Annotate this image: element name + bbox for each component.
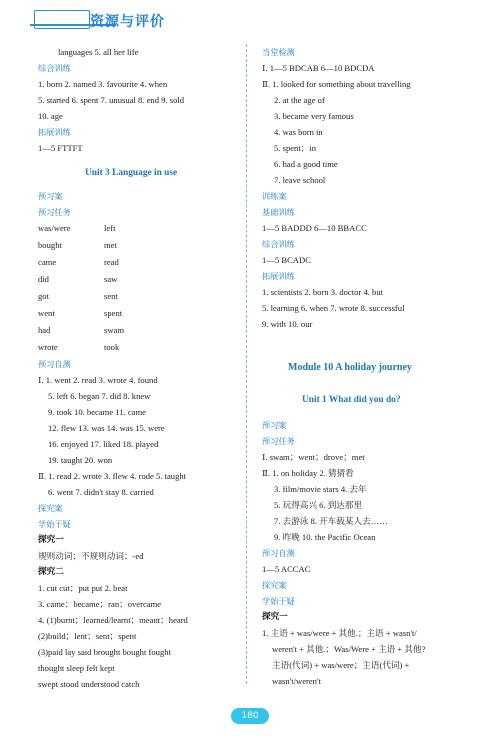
verb-past: left: [104, 223, 116, 233]
answer-line: 5. started 6. spent 7. unusual 8. end 9. sold: [38, 95, 185, 105]
section-heading: 学始于疑: [262, 596, 295, 606]
answer-line: swept stood understood catch: [38, 679, 140, 689]
column-divider: [246, 44, 247, 684]
answer-line: 1. 主语 + was/were + 其他.；主语 + wasn't/: [262, 628, 417, 638]
verb-past: came: [38, 257, 57, 267]
section-heading: 训练案: [262, 191, 287, 201]
section-heading: 预习自测: [38, 359, 71, 369]
answer-line: (3)paid lay said brought bought fought: [38, 647, 171, 657]
answer-line: 6. went 7. didn't stay 8. carried: [48, 487, 154, 497]
answer-line: wasn't/weren't: [272, 676, 321, 686]
section-heading: 拓展训练: [38, 127, 71, 137]
verb-past: took: [104, 342, 120, 352]
verb-past: read: [104, 257, 119, 267]
verb-past: had: [38, 325, 51, 335]
answer-line: 7. leave school: [274, 175, 326, 185]
answer-line: 5. learning 6. when 7. wrote 8. successful: [262, 303, 405, 313]
verb-past: bought: [38, 240, 62, 250]
answer-line: 3. came；became；ran；overcame: [38, 599, 162, 609]
answer-line: Ⅱ. 1. on holiday 2. 猜猜看: [262, 468, 354, 478]
section-heading: 学始于疑: [38, 519, 71, 529]
answer-line: Ⅱ. 1. looked for something about travelling: [262, 79, 411, 89]
verb-past: went: [38, 308, 55, 318]
verb-past: met: [104, 240, 117, 250]
unit-title: Unit 3 Language in use: [85, 168, 178, 178]
answer-line: 2. at the age of: [274, 95, 325, 105]
section-heading: 预习案: [38, 191, 63, 201]
answer-line: Ⅱ. 1. read 2. wrote 3. flew 4. rode 5. taught: [38, 471, 187, 481]
answer-line: 9. took 10. became 11. came: [48, 407, 146, 417]
header-title: 资源与评价: [90, 14, 165, 30]
section-heading: 预习自测: [262, 548, 295, 558]
section-heading: 综合训练: [38, 63, 71, 73]
answer-line: 规则动词；不规则动词；-ed: [38, 551, 144, 561]
answer-line: 1—5 ACCAC: [262, 564, 311, 574]
section-heading: 探究案: [262, 580, 287, 590]
answer-line: thought sleep felt kept: [38, 663, 115, 673]
answer-line: 10. age: [38, 111, 63, 121]
section-heading: 预习案: [262, 420, 287, 430]
section-heading: 探究案: [38, 503, 63, 513]
verb-past: sent: [104, 291, 118, 301]
section-heading: 综合训练: [262, 239, 295, 249]
answer-line: 5. 玩得高兴 6. 到达那里: [274, 500, 363, 510]
answer-line: 9. with 10. our: [262, 319, 313, 329]
answer-line: Ⅰ. 1—5 BDCAB 6—10 BDCDA: [262, 63, 375, 73]
answer-line: 5. spent；in: [274, 143, 317, 153]
answer-line: 1. born 2. named 3. favourite 4. when: [38, 79, 168, 89]
answer-line: 1—5 BADDD 6—10 BBACC: [262, 223, 367, 233]
answer-line: 16. enjoyed 17. liked 18. played: [48, 439, 159, 449]
section-heading: 拓展训练: [262, 271, 295, 281]
answer-line: 6. had a good time: [274, 159, 338, 169]
answer-line: 3. film/movie stars 4. 去年: [274, 484, 367, 494]
answer-line: 1—5 BCADC: [262, 255, 311, 265]
subsection-heading: 探究二: [38, 567, 64, 577]
answer-line: 7. 去游泳 8. 开车载某人去……: [274, 516, 388, 526]
answer-line: 5. left 6. began 7. did 8. knew: [48, 391, 151, 401]
page-number: 180: [231, 708, 269, 724]
answer-line: weren't + 其他.；Was/Were + 主语 + 其他?: [272, 644, 426, 654]
answer-line: Ⅰ. swam；went；drove；met: [262, 452, 365, 462]
answer-line: 1. cut cut；put put 2. beat: [38, 583, 128, 593]
answer-line: 4. was born in: [274, 127, 323, 137]
answer-line: languages 5. all her life: [58, 47, 139, 57]
answer-line: 12. flew 13. was 14. was 15. were: [48, 423, 165, 433]
verb-past: swam: [104, 325, 125, 335]
answer-line: 4. (1)burnt；learned/learnt；meant；heard: [38, 615, 188, 625]
section-heading: 预习任务: [38, 207, 71, 217]
subsection-heading: 探究一: [262, 612, 288, 622]
verb-past: spent: [104, 308, 123, 318]
answer-line: 1—5 FTTFT: [38, 143, 83, 153]
answer-line: 9. 昨晚 10. the Pacific Ocean: [274, 532, 376, 542]
answer-line: (2)build；lent；sent；spent: [38, 631, 137, 641]
header-logo-box: [34, 10, 90, 29]
answer-line: 1. scientists 2. born 3. doctor 4. but: [262, 287, 384, 297]
answer-line: 主语(代词) + was/were；主语(代词) +: [272, 660, 410, 670]
verb-past: was/were: [38, 223, 71, 233]
section-heading: 当堂检测: [262, 47, 295, 57]
verb-past: saw: [104, 274, 118, 284]
answer-line: Ⅰ. 1. went 2. read 3. wrote 4. found: [38, 375, 158, 385]
verb-past: got: [38, 291, 49, 301]
subsection-heading: 探究一: [38, 535, 64, 545]
module-title: Module 10 A holiday journey: [288, 362, 412, 373]
answer-line: 19. taught 20. won: [48, 455, 113, 465]
unit-title: Unit 1 What did you do?: [302, 395, 401, 405]
section-heading: 基础训练: [262, 207, 295, 217]
verb-past: did: [38, 274, 49, 284]
page-header: [0, 0, 500, 40]
verb-past: wrote: [38, 342, 58, 352]
answer-line: 3. became very famous: [274, 111, 354, 121]
section-heading: 预习任务: [262, 436, 295, 446]
